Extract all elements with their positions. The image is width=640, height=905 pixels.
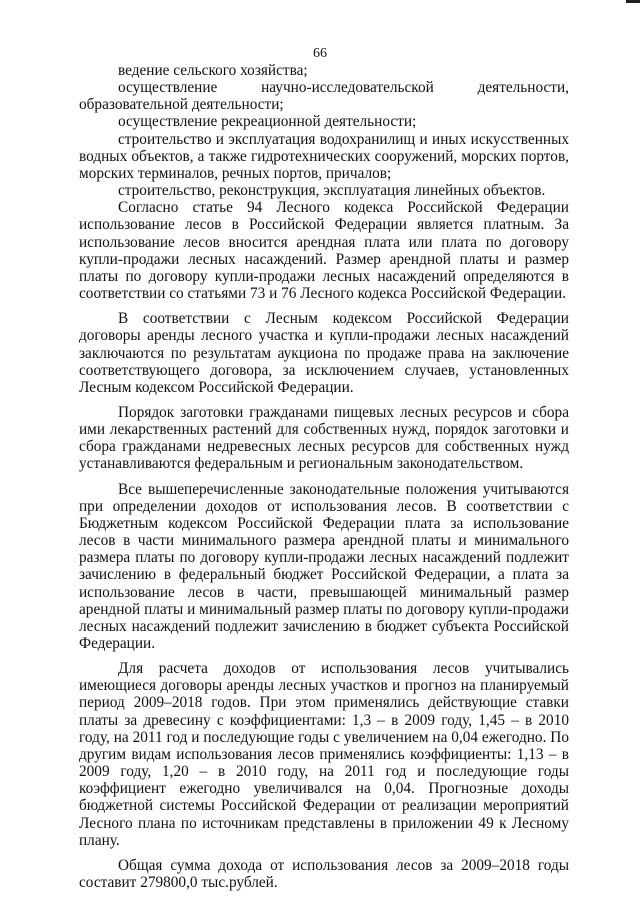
- scan-edge-mark: [626, 0, 640, 3]
- paragraph-reservoirs-ports: строительство и эксплуатация водохранилищ и иных искусственных водных объектов, а также гидротехнических сооружений, морских портов, морских терминалов, речных портов, причалов;: [79, 130, 569, 182]
- paragraph-agriculture: ведение сельского хозяйства;: [118, 62, 308, 79]
- paragraph-recreation: осуществление рекреационной деятельности;: [118, 113, 417, 131]
- paragraph-total-income: Общая сумма дохода от использования лесов за 2009–2018 годы составит 279800,0 тыс.рублей.: [79, 856, 569, 892]
- paragraph-article-94: Согласно статье 94 Лесного кодекса Российской Федерации использование лесов в Российской Федерации является платным. За использование лесов вносится арендная плата или плата по договору купли-продажи лесных насаждений. Размер арендной платы и размер платы по договору купли-продажи лесных насаждений определяются в соответствии со статьями 73 и 76 Лесного кодекса Российской Федерации.: [79, 199, 569, 303]
- paragraph-research-education: осуществление научно-исследовательской деятельности, образовательной деятельности;: [79, 79, 569, 114]
- page-number: 66: [313, 46, 327, 61]
- paragraph-budget-code: Все вышеперечисленные законодательные положения учитываются при определении доходов от использования лесов. В соответствии с Бюджетным кодексом Российской Федерации плата за использование лесов в части минимального размера арендной платы и минимального размера платы по договору купли-продажи лесных насаждений подлежит зачислению в федеральный бюджет Российской Федерации, а плата за использование лесов в части, превышающей минимальный размер арендной платы и минимальный размер платы по договору купли-продажи лесных насаждений подлежит зачислению в бюджет субъекта Российской Федерации.: [79, 480, 569, 652]
- document-body: [79, 62, 569, 891]
- paragraph-linear-objects: строительство, реконструкция, эксплуатация линейных объектов.: [118, 182, 546, 200]
- paragraph-food-resources: Порядок заготовки гражданами пищевых лесных ресурсов и сбора ими лекарственных растений для собственных нужд, порядок заготовки и сбора гражданами недревесных лесных ресурсов для собственных нужд устанавливаются федеральным и региональным законодательством.: [79, 403, 569, 473]
- paragraph-lease-contracts: В соответствии с Лесным кодексом Российской Федерации договоры аренды лесного участка и купли-продажи лесных насаждений заключаются по результатам аукциона по продаже права на заключение соответствующего договора, за исключением случаев, установленных Лесным кодексом Российской Федерации.: [79, 310, 569, 396]
- paragraph-income-calculation: Для расчета доходов от использования лесов учитывались имеющиеся договоры аренды лесных участков и прогноз на планируемый период 2009–2018 годов. При этом применялись действующие ставки платы за древесину с коэффициентами: 1,3 – в 2009 году, 1,45 – в 2010 году, на 2011 год и последующие годы с увеличением на 0,04 ежегодно. По другим видам использования лесов применялись коэффициенты: 1,13 – в 2009 году, 1,20 – в 2010 году, на 2011 год и последующие годы коэффициент ежегодно увеличивался на 0,04. Прогнозные доходы бюджетной системы Российской Федерации от реализации мероприятий Лесного плана по источникам представлены в приложении 49 к Лесному плану.: [79, 660, 569, 849]
